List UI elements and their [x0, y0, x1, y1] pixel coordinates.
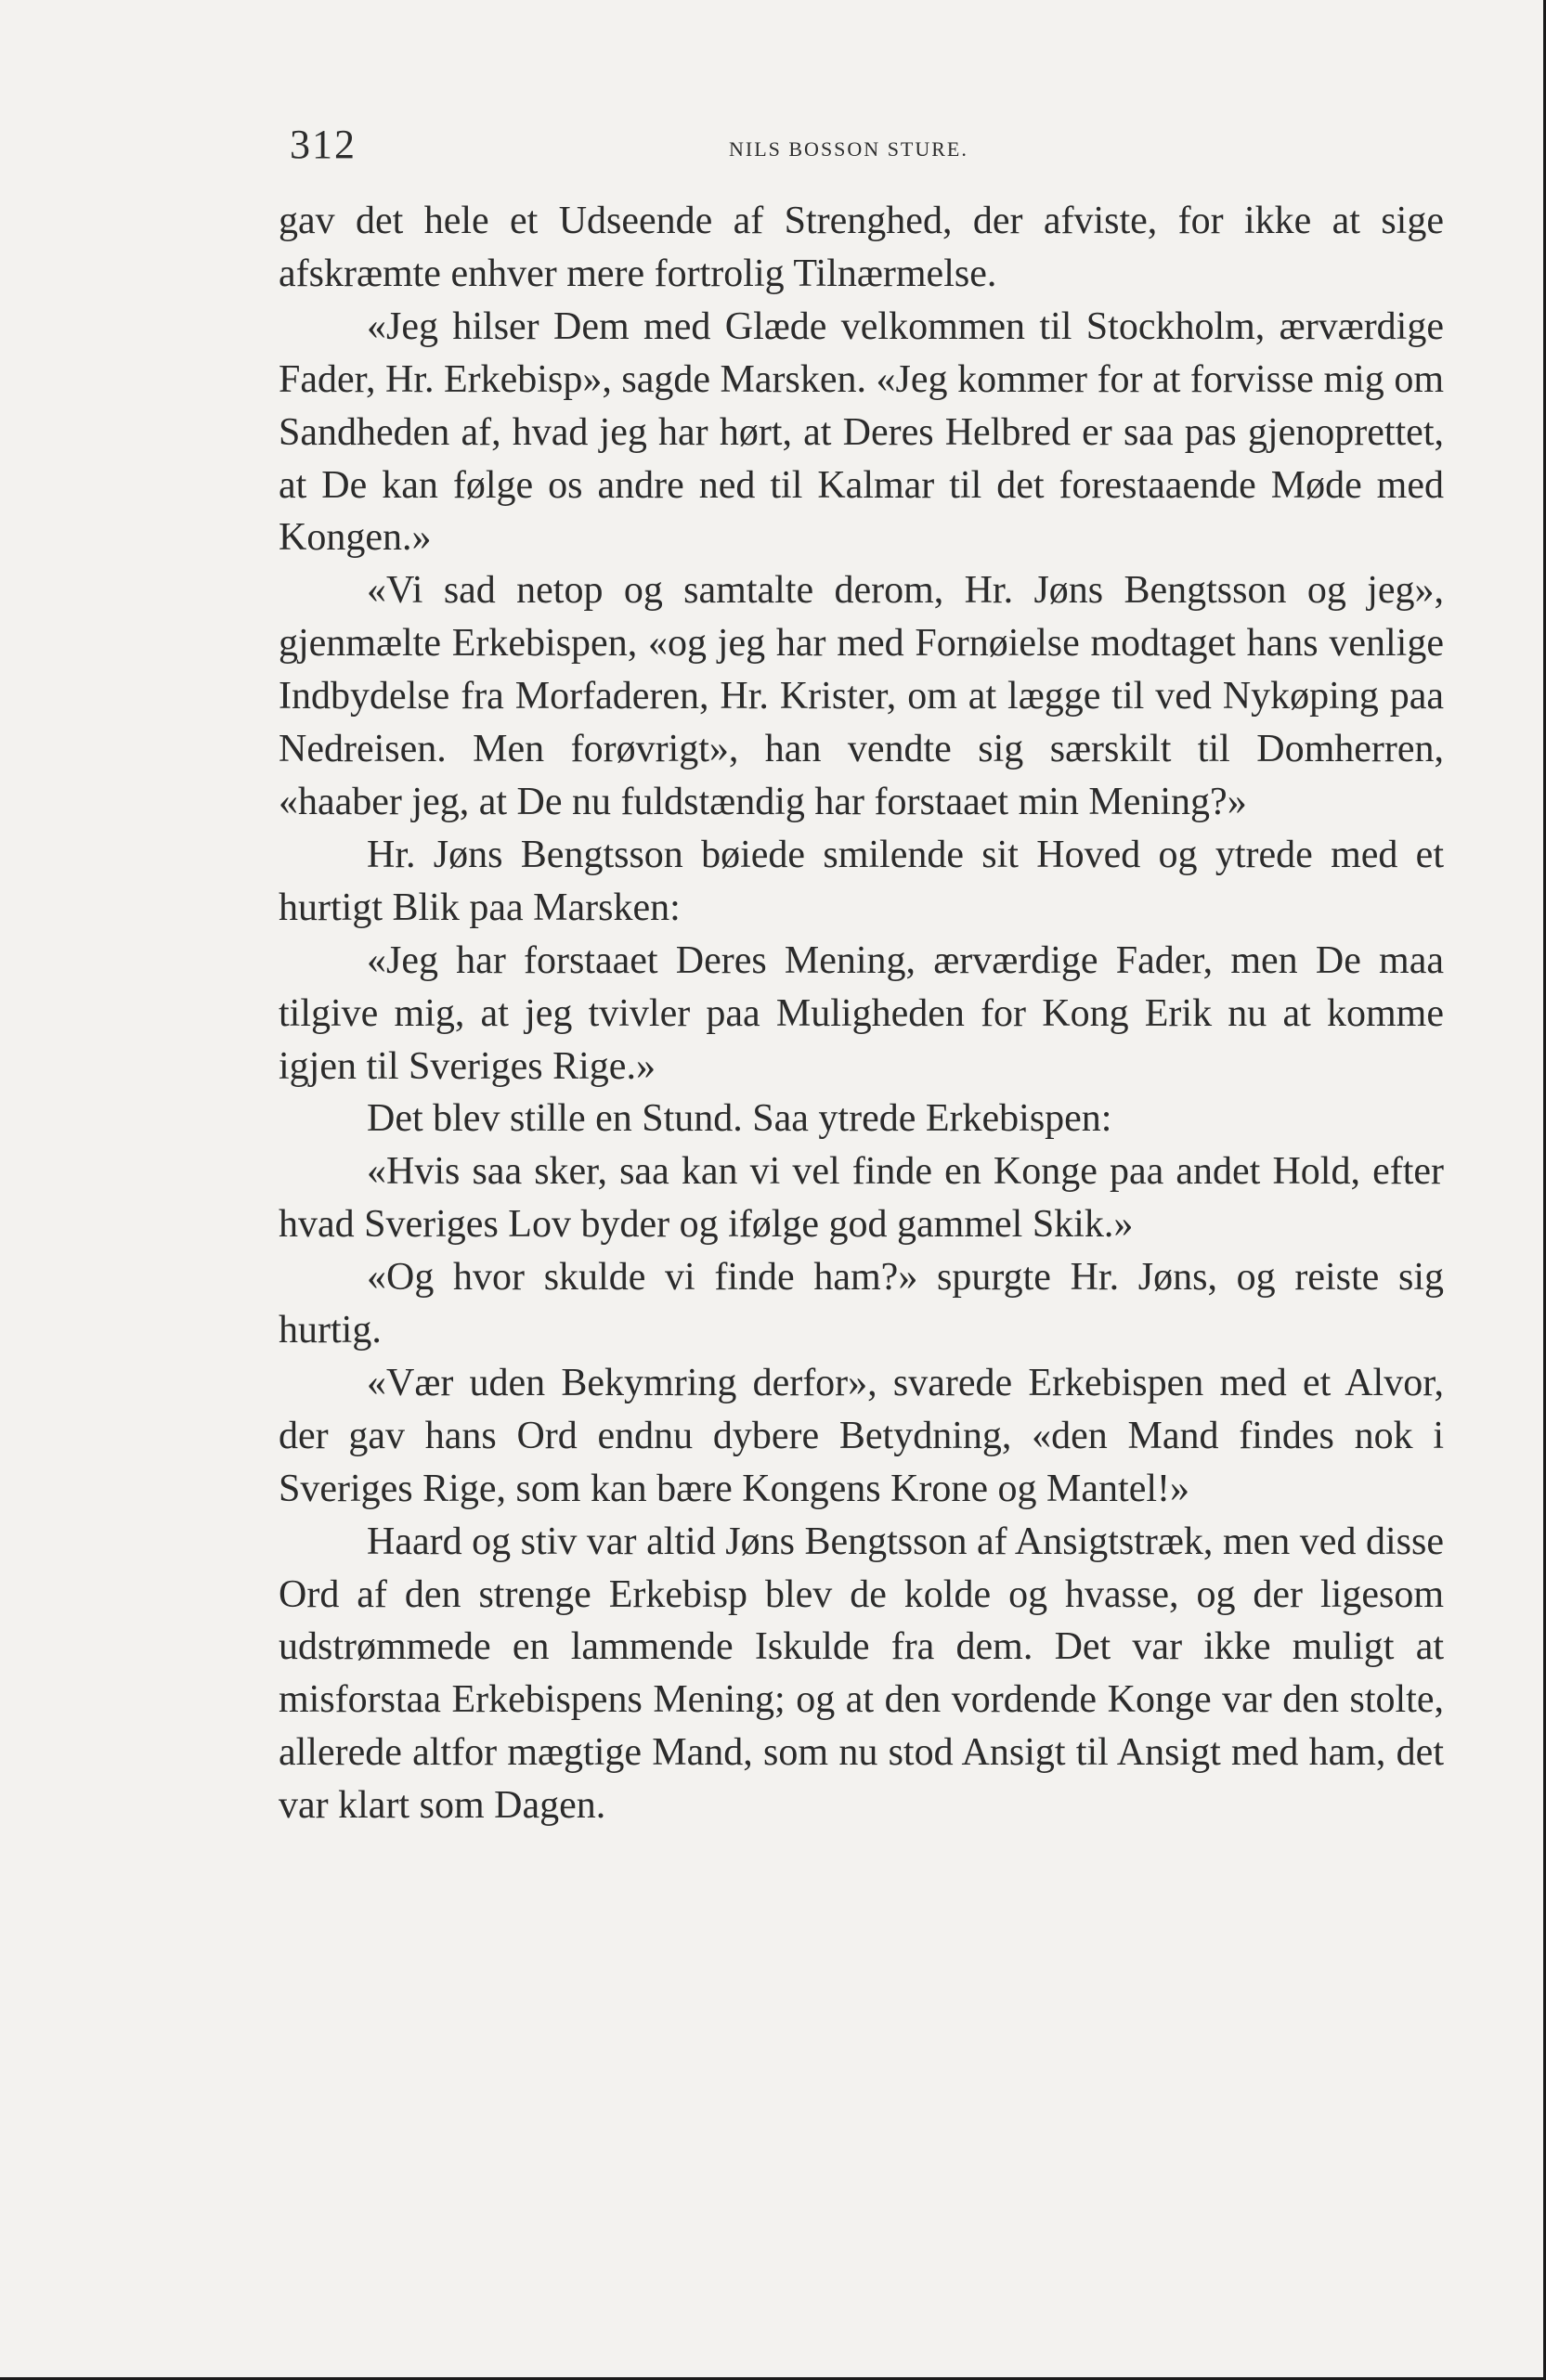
page-number: 312	[290, 122, 357, 167]
paragraph-3: «Vi sad netop og samtalte derom, Hr. Jøns Bengtsson og jeg», gjenmælte Erkebispen, «og jeg har med Fornøielse modtaget hans venlige Indbydelse fra Morfaderen, Hr. Krister, om at lægge til ved Nykøping paa Nedreisen. Men forøvrigt», han vendte sig særskilt til Domherren, «haaber jeg, at De nu fuldstændig har forstaaet min Mening?»	[279, 569, 1444, 823]
paragraph-1: gav det hele et Udseende af Strenghed, der afviste, for ikke at sige afskræmte enhver mere fortrolig Tilnærmelse.	[279, 200, 1444, 295]
page-header	[0, 121, 1546, 176]
paragraph-10: Haard og stiv var altid Jøns Bengtsson af Ansigtstræk, men ved disse Ord af den strenge Erkebisp blev de kolde og hvasse, og der ligesom udstrømmede en lammende Iskulde fra dem. Det var ikke muligt at misforstaa Erkebispens Mening; og at den vordende Konge var den stolte, allerede altfor mægtige Mand, som nu stod Ansigt til Ansigt med ham, det var klart som Dagen.	[279, 1520, 1444, 1828]
paragraph-7: «Hvis saa sker, saa kan vi vel finde en Konge paa andet Hold, efter hvad Sveriges Lov byder og ifølge god gammel Skik.»	[279, 1150, 1444, 1247]
paragraph-4: Hr. Jøns Bengtsson bøiede smilende sit Hoved og ytrede med et hurtigt Blik paa Marsken:	[279, 833, 1444, 929]
paragraph-2: «Jeg hilser Dem med Glæde velkommen til Stockholm, ærværdige Fader, Hr. Erkebisp», sagde Marsken. «Jeg kommer for at forvisse mig om Sandheden af, hvad jeg har hørt, at Deres Helbred er saa pas gjenoprettet, at De kan følge os andre ned til Kalmar til det forestaaende Møde med Kongen.»	[279, 304, 1444, 560]
running-head: NILS BOSSON STURE.	[729, 137, 968, 161]
paragraph-8: «Og hvor skulde vi finde ham?» spurgte Hr. Jøns, og reiste sig hurtig.	[279, 1256, 1444, 1352]
body-text	[279, 195, 1444, 1832]
paragraph-5: «Jeg har forstaaet Deres Mening, ærværdige Fader, men De maa tilgive mig, at jeg tvivler paa Muligheden for Kong Erik nu at komme igjen til Sveriges Rige.»	[279, 938, 1444, 1088]
paragraph-6: Det blev stille en Stund. Saa ytrede Erkebispen:	[367, 1097, 1112, 1141]
paragraph-9: «Vær uden Bekymring derfor», svarede Erkebispen med et Alvor, der gav hans Ord endnu dybere Betydning, «den Mand findes nok i Sveriges Rige, som kan bære Kongens Krone og Mantel!»	[279, 1361, 1444, 1510]
